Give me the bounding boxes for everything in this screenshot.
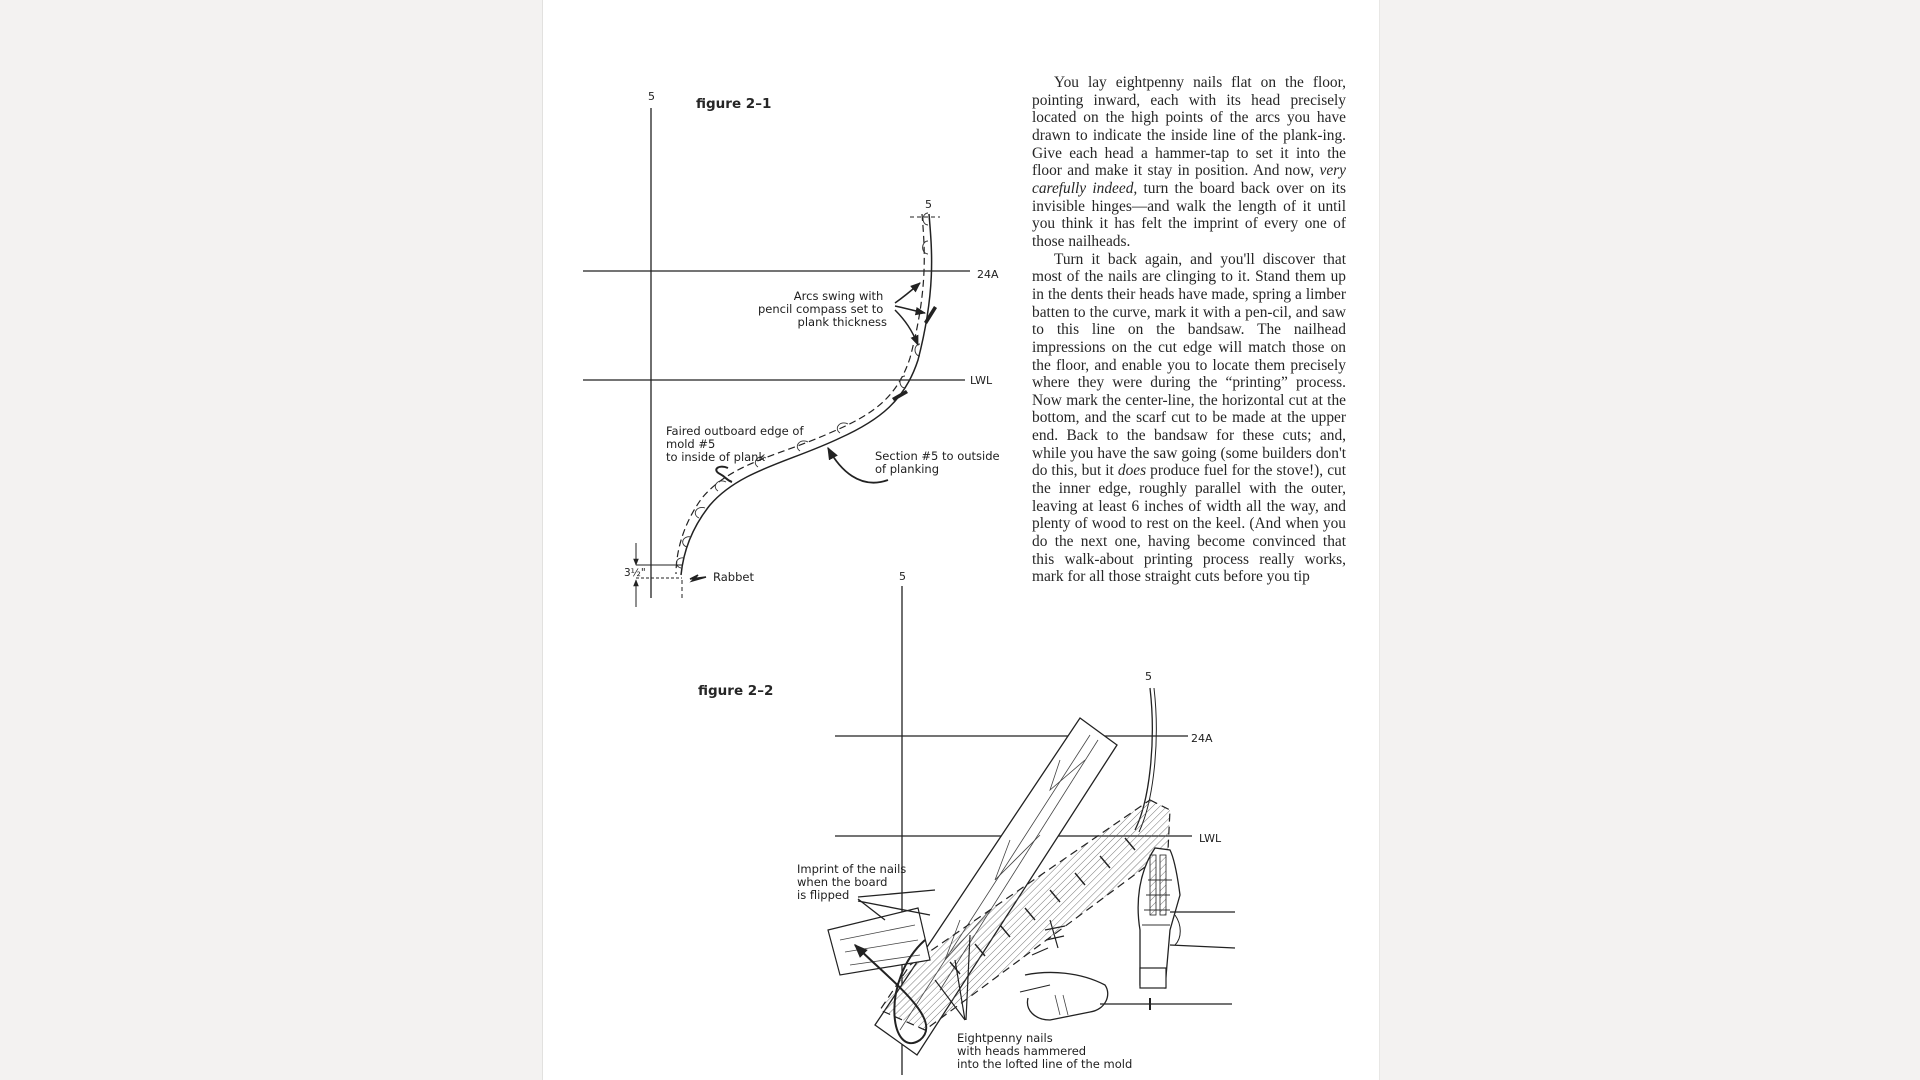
paragraph-2-text-a: Turn it back again, and you'll discover that most of the nails are clinging to it. Stand them up in the dents their heads have made, spring a limber batten to the curve, mark it with a pen-cil, and saw to this line on the bandsaw. The nailhead impressions on the cut edge will match those on the floor, and enable you to locate them precisely where they were during the “printing” process. Now mark the center-line, the horizontal cut at the bottom, and the scarf cut to be made at the upper end. Back to the bandsaw for these cuts; and, while you have the saw going (some builders don't do this, but it xyxy=(1032,250,1346,480)
rabbet-arrow xyxy=(690,575,706,581)
section-callout xyxy=(875,449,1003,476)
imprint-callout-line-1: Imprint of the nails xyxy=(797,862,907,876)
nails-callout-line-2: with heads hammered xyxy=(957,1044,1087,1058)
figure-2-2 xyxy=(698,570,1235,1075)
figure-2-2-curve-station-label: 5 xyxy=(1145,670,1152,683)
arcs-callout xyxy=(758,289,887,329)
nails-callout-line-1: Eightpenny nails xyxy=(957,1031,1053,1045)
arcs-callout-leaders xyxy=(895,283,925,345)
imprint-callout-line-3: is flipped xyxy=(797,888,850,902)
figure-2-2-station-label: 5 xyxy=(899,570,906,583)
section-callout-line-1: Section #5 to outside xyxy=(875,449,1000,463)
imprint-callout xyxy=(797,862,910,902)
figure-2-1-station-label: 5 xyxy=(648,90,655,103)
hammer-icon xyxy=(1138,848,1235,988)
arcs-callout-line-2: pencil compass set to xyxy=(757,302,884,316)
figure-2-1-caption: figure 2–1 xyxy=(696,96,772,112)
figure-2-2-24a-label: 24A xyxy=(1191,732,1213,745)
section-callout-line-2: of planking xyxy=(875,462,940,476)
figure-2-1-curve-station-label: 5 xyxy=(925,198,932,211)
figure-2-1 xyxy=(583,90,1003,607)
figure-2-1-24a-label: 24A xyxy=(977,268,999,281)
nails-callout-line-3: into the lofted line of the mold xyxy=(957,1057,1133,1071)
paragraph-2-text-b: produce fuel for the stove!), cut the inner edge, roughly parallel with the outer, leaving at least 6 inches of width all the way, and plenty of wood to rest on the keel. (And when you do the next one, having become convinced that this walk-about printing process really works, mark for all those straight cuts before you tip xyxy=(1032,462,1346,586)
faired-callout-line-2: mold #5 xyxy=(666,437,716,451)
figure-2-1-lwl-label: LWL xyxy=(970,374,993,387)
faired-mold-edge-curve xyxy=(676,214,924,574)
paragraph-1-text-b: turn the board back over on its invisible hinges—and walk the length of it until you think it has felt the imprint of every one of those nailheads. xyxy=(1032,179,1346,250)
arc-tick-mark xyxy=(924,306,937,324)
figure-2-2-caption: figure 2–2 xyxy=(698,683,774,699)
hand-holding-nail-icon xyxy=(1020,972,1232,1020)
section-5-outside-planking-curve xyxy=(681,214,932,575)
faired-callout-line-3: to inside of plank xyxy=(666,450,766,464)
faired-callout-line-1: Faired outboard edge of xyxy=(666,424,804,438)
arcs-callout-line-3: plank thickness xyxy=(797,315,887,329)
rabbet-label: Rabbet xyxy=(713,570,754,584)
figure-2-2-lwl-label: LWL xyxy=(1199,832,1222,845)
paragraph-1-emphasis: very carefully indeed, xyxy=(1032,162,1346,197)
paragraph-2-emphasis: does xyxy=(1117,462,1147,480)
nails-callout xyxy=(957,1031,1132,1071)
faired-edge-callout xyxy=(666,424,807,464)
arc-tick-mark-lower xyxy=(892,390,908,401)
arcs-callout-line-1: Arcs swing with xyxy=(793,289,884,303)
imprint-callout-line-2: when the board xyxy=(797,875,888,889)
paragraph-1-text-a: You lay eightpenny nails flat on the floor, pointing inward, each with its head precisely located on the high points of the arcs you have drawn to indicate the inside line of the plank-ing. Give each head a hammer-tap to set it into the floor and make it stay in position. And now, xyxy=(1032,74,1346,180)
dimension-label: 3½" xyxy=(624,567,646,579)
compass-arcs xyxy=(676,213,928,568)
